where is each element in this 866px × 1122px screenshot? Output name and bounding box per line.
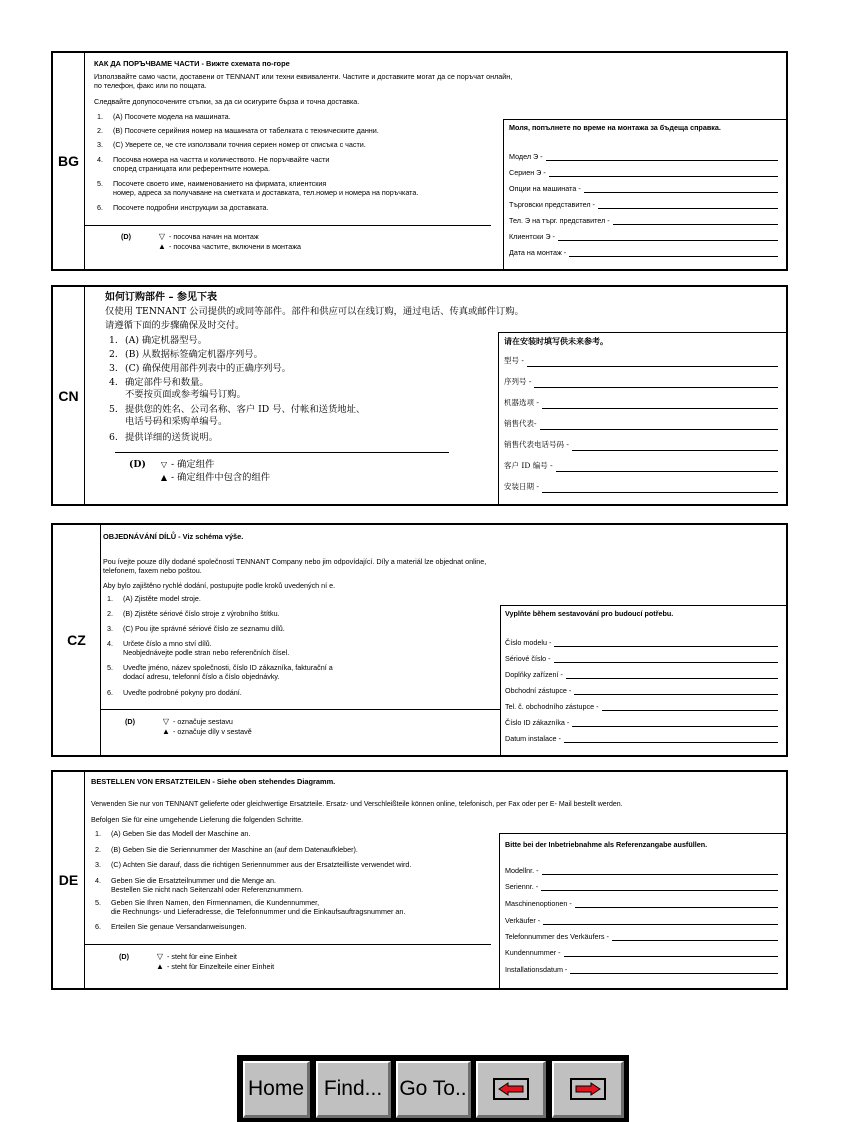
cn-intro-1: 仅使用 TENNANT 公司提供的或同等部件。部件和供应可以在线订购，通过电话、传真或邮件订购。 bbox=[105, 306, 524, 317]
cn-intro-2: 请遵循下面的步骤确保及时交付。 bbox=[105, 320, 245, 331]
bg-step-5: 5. Посочете своето име, наименованието на фирмата, клиентския номер, адреса за получаване на сметката и доставката, тел.номер и номера на поръчката. bbox=[97, 179, 419, 197]
section-bg bbox=[51, 51, 788, 271]
bg-step-2: 2. (B) Посочете серийния номер на машината от табелката с техническите данни. bbox=[97, 126, 379, 135]
cn-step-1: 1. (A) 确定机器型号。 bbox=[109, 335, 208, 346]
de-field-serial[interactable]: Seriennr. - bbox=[505, 882, 778, 891]
language-code-cz: CZ bbox=[53, 525, 101, 755]
de-field-customer-id[interactable]: Kundennummer - bbox=[505, 948, 778, 957]
filled-triangle-icon: ▲ bbox=[160, 472, 168, 482]
previous-page-button[interactable] bbox=[476, 1061, 546, 1118]
cn-step-2: 2. (B) 从数据标签确定机器序列号。 bbox=[109, 349, 263, 360]
de-field-model[interactable]: Modellnr. - bbox=[505, 866, 778, 875]
cz-field-serial[interactable]: Sériové číslo - bbox=[505, 654, 778, 663]
cn-step-3: 3. (C) 确保使用部件列表中的正确序列号。 bbox=[109, 363, 292, 374]
language-code-de: DE bbox=[53, 772, 85, 988]
de-reference-box bbox=[499, 833, 786, 988]
filled-triangle-icon: ▲ bbox=[158, 241, 166, 251]
open-triangle-icon: ▽ bbox=[158, 231, 166, 241]
cz-field-customer-id[interactable]: Číslo ID zákazníka - bbox=[505, 718, 778, 727]
cn-reference-box bbox=[498, 332, 786, 504]
bg-legend: (D) ▽ - посочва начин на монтаж ▲ - посочва частите, включени в монтажа bbox=[121, 231, 302, 251]
cz-field-options[interactable]: Doplňky zařízení - bbox=[505, 670, 778, 679]
bg-field-sales-rep-phone[interactable]: Тел. Э на търг. представител - bbox=[509, 216, 778, 225]
bg-intro-3: Следвайте допупосочените стъпки, за да си осигурите бърза и точна доставка. bbox=[94, 97, 360, 106]
bg-field-options[interactable]: Опции на машината - bbox=[509, 184, 778, 193]
cz-field-sales-rep[interactable]: Obchodní zástupce - bbox=[505, 686, 778, 695]
bg-field-model[interactable]: Модел Э - bbox=[509, 152, 778, 161]
cz-intro-2: telefonem, faxem nebo poštou. bbox=[103, 566, 202, 575]
home-button[interactable]: Home bbox=[243, 1061, 310, 1118]
cz-legend: (D) ▽ - označuje sestavu ▲ - označuje díly v sestavě bbox=[125, 716, 252, 736]
cn-divider bbox=[115, 452, 449, 453]
language-code-cn: CN bbox=[53, 287, 85, 504]
bg-reference-title: Моля, попълнете по време на монтажа за бъдеща справка. bbox=[509, 123, 721, 132]
filled-triangle-icon: ▲ bbox=[162, 726, 170, 736]
next-page-button[interactable] bbox=[552, 1061, 624, 1118]
de-step-4: 4. Geben Sie die Ersatzteilnummer und die Menge an. Bestellen Sie nicht nach Seitenzahl oder Referenznummern. bbox=[95, 876, 304, 894]
bg-divider bbox=[85, 225, 491, 226]
cn-field-install-date[interactable]: 安装日期 - bbox=[504, 481, 778, 493]
cz-field-model[interactable]: Číslo modelu - bbox=[505, 638, 778, 647]
cn-step-6: 6. 提供详细的送货说明。 bbox=[109, 432, 218, 443]
bg-reference-box bbox=[503, 119, 786, 269]
bg-step-4: 4. Посочва номера на частта и количеството. Не поръчвайте части според страницата или референтните номера. bbox=[97, 155, 330, 173]
de-step-2: 2. (B) Geben Sie die Seriennummer der Maschine an (auf dem Datenaufkleber). bbox=[95, 845, 358, 854]
filled-triangle-icon: ▲ bbox=[156, 961, 164, 971]
section-cn bbox=[51, 285, 788, 506]
open-triangle-icon: ▽ bbox=[156, 951, 164, 961]
de-divider bbox=[85, 944, 491, 945]
bg-field-install-date[interactable]: Дата на монтаж - bbox=[509, 248, 778, 257]
de-field-sales-rep-phone[interactable]: Telefonnummer des Verkäufers - bbox=[505, 932, 778, 941]
bg-field-sales-rep[interactable]: Търговски представител - bbox=[509, 200, 778, 209]
cz-reference-box bbox=[500, 605, 786, 755]
bg-title: КАК ДА ПОРЪЧВАМЕ ЧАСТИ - Вижте схемата по-горе bbox=[94, 59, 290, 68]
section-de bbox=[51, 770, 788, 990]
cz-step-4: 4. Určete číslo a mno ství dílů. Neobjednávejte podle stran nebo referenčních čísel. bbox=[107, 639, 290, 657]
red-right-arrow-icon bbox=[570, 1078, 606, 1100]
open-triangle-icon: ▽ bbox=[162, 716, 170, 726]
bg-step-6: 6. Посочете подробни инструкции за доставката. bbox=[97, 203, 269, 212]
de-step-5: 5. Geben Sie Ihren Namen, den Firmennamen, die Kundennummer, die Rechnungs- und Lieferadresse, die Telefonnummer und die Einkaufsauftragsnummer an. bbox=[95, 898, 406, 916]
de-title: BESTELLEN VON ERSATZTEILEN - Siehe oben stehendes Diagramm. bbox=[91, 777, 336, 786]
language-code-bg: BG bbox=[53, 53, 85, 269]
open-triangle-icon: ▽ bbox=[160, 459, 168, 469]
cz-reference-title: Vyplňte během sestavování pro budoucí potřebu. bbox=[505, 609, 674, 618]
navigation-bar bbox=[237, 1055, 629, 1122]
de-step-1: 1. (A) Geben Sie das Modell der Maschine an. bbox=[95, 829, 251, 838]
cz-step-2: 2. (B) Zjistěte sériové číslo stroje z výrobního štítku. bbox=[107, 609, 280, 618]
cz-step-1: 1. (A) Zjistěte model stroje. bbox=[107, 594, 201, 603]
find-button[interactable]: Find... bbox=[316, 1061, 391, 1118]
cn-reference-title: 请在安装时填写供未来参考。 bbox=[504, 337, 608, 346]
cn-title: 如何订购部件 – 参见下表 bbox=[105, 292, 217, 303]
bg-field-serial[interactable]: Сериен Э - bbox=[509, 168, 778, 177]
cz-field-sales-rep-phone[interactable]: Tel. č. obchodního zástupce - bbox=[505, 702, 778, 711]
cn-step-4: 4. 确定部件号和数量。 不要按页面或参考编号订购。 bbox=[109, 377, 246, 400]
cn-field-model[interactable]: 型号 - bbox=[504, 355, 778, 367]
cz-divider bbox=[101, 709, 501, 710]
cn-step-5: 5. 提供您的姓名、公司名称、客户 ID 号、付帐和送货地址、 电话号码和采购单编号。 bbox=[109, 404, 366, 427]
de-legend: (D) ▽ - steht für eine Einheit ▲ - steht für Einzelteile einer Einheit bbox=[119, 951, 275, 971]
cz-title: OBJEDNÁVÁNÍ DÍLŮ - Viz schéma výše. bbox=[103, 532, 244, 541]
bg-intro-2: по телефон, факс или по пощата. bbox=[94, 81, 207, 90]
de-intro-1: Verwenden Sie nur von TENNANT gelieferte oder gleichwertige Ersatzteile. Ersatz- und Verschleißteile können online, telefonisch, per Fax oder per E- Mail bestellt werden. bbox=[91, 801, 623, 808]
de-intro-3: Befolgen Sie für eine umgehende Lieferung die folgenden Schritte. bbox=[91, 815, 304, 824]
cn-legend: (D) ▽ - 确定组件 ▲ - 确定组件中包含的组件 bbox=[129, 458, 271, 483]
de-step-6: 6. Erteilen Sie genaue Versandanweisungen. bbox=[95, 922, 247, 931]
de-reference-title: Bitte bei der Inbetriebnahme als Referenzangabe ausfüllen. bbox=[505, 840, 708, 849]
cz-step-3: 3. (C) Pou ijte správné sériové číslo ze seznamu dílů. bbox=[107, 624, 285, 633]
cz-intro-3: Aby bylo zajištěno rychlé dodání, postupujte podle kroků uvedených ní e. bbox=[103, 581, 336, 590]
cn-field-sales-rep[interactable]: 销售代表- bbox=[504, 418, 778, 430]
cn-field-sales-rep-phone[interactable]: 销售代表电话号码 - bbox=[504, 439, 778, 451]
de-step-3: 3. (C) Achten Sie darauf, dass die richtigen Seriennummer aus der Ersatzteilliste verwendet wird. bbox=[95, 860, 412, 869]
cz-intro-1: Pou ívejte pouze díly dodané společností TENNANT Company nebo jim odpovídající. Díly a materiál lze objednat online, bbox=[103, 557, 487, 566]
cz-step-5: 5. Uveďte jméno, název společnosti, číslo ID zákazníka, fakturační a dodací adresu, telefonní číslo a číslo objednávky. bbox=[107, 663, 333, 681]
go-to-button[interactable]: Go To.. bbox=[396, 1061, 471, 1118]
de-field-sales-rep[interactable]: Verkäufer - bbox=[505, 916, 778, 925]
de-field-install-date[interactable]: Installationsdatum - bbox=[505, 965, 778, 974]
cz-step-6: 6. Uveďte podrobné pokyny pro dodání. bbox=[107, 688, 242, 697]
red-left-arrow-icon bbox=[493, 1078, 529, 1100]
bg-field-customer-id[interactable]: Клиентски Э - bbox=[509, 232, 778, 241]
section-cz bbox=[51, 523, 788, 757]
bg-step-3: 3. (C) Уверете се, че сте използвали точния сериен номер от списъка с части. bbox=[97, 140, 366, 149]
cz-field-install-date[interactable]: Datum instalace - bbox=[505, 734, 778, 743]
cn-field-serial[interactable]: 序列号 - bbox=[504, 376, 778, 388]
bg-intro-1: Използвайте само части, доставени от TENNANT или техни еквиваленти. Частите и доставките могат да се поръчат онлайн, bbox=[94, 72, 513, 81]
bg-step-1: 1. (A) Посочете модела на машината. bbox=[97, 112, 231, 121]
cn-field-options[interactable]: 机器选项 - bbox=[504, 397, 778, 409]
cn-field-customer-id[interactable]: 客户 ID 编号 - bbox=[504, 460, 778, 472]
de-field-options[interactable]: Maschinenoptionen - bbox=[505, 899, 778, 908]
